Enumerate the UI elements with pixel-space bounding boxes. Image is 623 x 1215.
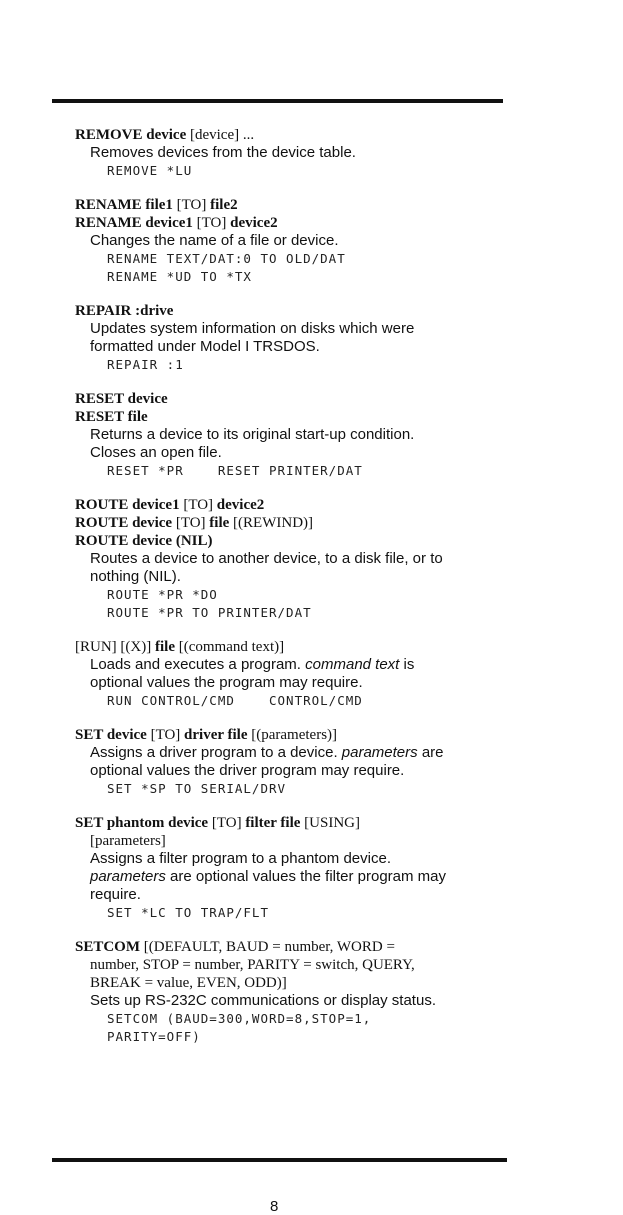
- top-rule: [52, 99, 503, 103]
- keyword: RESET file: [75, 409, 148, 425]
- keyword: ROUTE device: [75, 515, 173, 531]
- syntax-line: [75, 974, 495, 992]
- bottom-rule: [52, 1158, 507, 1162]
- syntax-line: [75, 938, 495, 956]
- command-entry: [75, 126, 495, 180]
- syntax-line: [75, 532, 495, 550]
- command-entry: [75, 638, 495, 710]
- command-reference: [75, 126, 495, 1062]
- example-line: SET *SP TO SERIAL/DRV: [107, 781, 287, 796]
- syntax-text: [USING]: [300, 815, 360, 831]
- description-line: [75, 568, 495, 586]
- description-text: optional values the program may require.: [90, 674, 363, 691]
- parameter-term: parameters: [341, 744, 418, 761]
- keyword: SETCOM: [75, 939, 141, 955]
- description-text: is: [399, 656, 415, 673]
- description-text: Updates system information on disks which were: [90, 320, 415, 337]
- keyword: REMOVE device: [75, 127, 187, 143]
- keyword: file: [209, 515, 230, 531]
- keyword: ROUTE device (NIL): [75, 533, 213, 549]
- description-text: nothing (NIL).: [90, 568, 181, 585]
- description-text: optional values the driver program may require.: [90, 762, 405, 779]
- example-line: RENAME *UD TO *TX: [107, 269, 252, 284]
- description-line: [75, 144, 495, 162]
- description-text: Removes devices from the device table.: [90, 144, 356, 161]
- keyword: REPAIR :drive: [75, 303, 174, 319]
- syntax-line: [75, 638, 495, 656]
- example-line: ROUTE *PR TO PRINTER/DAT: [107, 605, 312, 620]
- keyword: RENAME file1: [75, 197, 173, 213]
- description-line: [75, 992, 495, 1010]
- syntax-text: [TO]: [172, 515, 210, 531]
- description-line: [75, 444, 495, 462]
- syntax-text: BREAK = value, EVEN, ODD)]: [90, 975, 287, 991]
- description-text: Changes the name of a file or device.: [90, 232, 339, 249]
- syntax-line: [75, 514, 495, 532]
- syntax-text: [device] ...: [186, 127, 255, 143]
- description-line: [75, 886, 495, 904]
- description-line: [75, 744, 495, 762]
- example-line: REMOVE *LU: [107, 163, 193, 178]
- description-text: Returns a device to its original start-up condition.: [90, 426, 415, 443]
- syntax-line: [75, 496, 495, 514]
- description-line: [75, 656, 495, 674]
- example-line: RESET *PR RESET PRINTER/DAT: [107, 463, 363, 478]
- command-entry: [75, 726, 495, 798]
- description-line: [75, 868, 495, 886]
- description-text: are: [417, 744, 444, 761]
- description-line: [75, 550, 495, 568]
- example-line: ROUTE *PR *DO: [107, 587, 218, 602]
- keyword: file: [154, 639, 175, 655]
- syntax-line: [75, 814, 495, 832]
- description-line: [75, 320, 495, 338]
- keyword: RESET device: [75, 391, 168, 407]
- keyword: filter file: [245, 815, 301, 831]
- example-line: PARITY=OFF): [107, 1029, 201, 1044]
- description-line: [75, 426, 495, 444]
- description-text: Closes an open file.: [90, 444, 222, 461]
- example-line: REPAIR :1: [107, 357, 184, 372]
- syntax-line: [75, 126, 495, 144]
- syntax-text: [parameters]: [90, 833, 166, 849]
- description-text: Assigns a driver program to a device.: [90, 744, 342, 761]
- syntax-line: [75, 832, 495, 850]
- keyword: device2: [216, 497, 265, 513]
- example-line: RUN CONTROL/CMD CONTROL/CMD: [107, 693, 363, 708]
- syntax-text: [(DEFAULT, BAUD = number, WORD =: [140, 939, 395, 955]
- description-line: [75, 674, 495, 692]
- syntax-line: [75, 196, 495, 214]
- keyword: ROUTE device1: [75, 497, 180, 513]
- syntax-text: [(REWIND)]: [229, 515, 314, 531]
- syntax-text: [TO]: [179, 497, 217, 513]
- description-line: [75, 232, 495, 250]
- command-entry: [75, 814, 495, 922]
- keyword: file2: [210, 197, 238, 213]
- syntax-text: [TO]: [208, 815, 246, 831]
- keyword: driver file: [184, 727, 248, 743]
- example-line: RENAME TEXT/DAT:0 TO OLD/DAT: [107, 251, 346, 266]
- description-line: [75, 762, 495, 780]
- parameter-term: parameters: [90, 868, 166, 885]
- keyword: SET phantom device: [75, 815, 209, 831]
- page-number: 8: [270, 1198, 279, 1215]
- syntax-line: [75, 726, 495, 744]
- command-entry: [75, 496, 495, 622]
- description-text: require.: [90, 886, 141, 903]
- syntax-text: number, STOP = number, PARITY = switch, QUERY,: [90, 957, 415, 973]
- syntax-line: [75, 956, 495, 974]
- syntax-line: [75, 302, 495, 320]
- command-entry: [75, 302, 495, 374]
- syntax-line: [75, 214, 495, 232]
- description-text: formatted under Model I TRSDOS.: [90, 338, 320, 355]
- parameter-term: command text: [305, 656, 400, 673]
- command-entry: [75, 196, 495, 286]
- command-entry: [75, 938, 495, 1046]
- description-text: Sets up RS-232C communications or display status.: [90, 992, 436, 1009]
- description-line: [75, 850, 495, 868]
- description-text: Loads and executes a program.: [90, 656, 306, 673]
- syntax-line: [75, 408, 495, 426]
- syntax-text: [RUN] [(X)]: [75, 639, 155, 655]
- keyword: device2: [230, 215, 278, 231]
- command-entry: [75, 390, 495, 480]
- syntax-text: [TO]: [172, 197, 211, 213]
- description-text: Assigns a filter program to a phantom device.: [90, 850, 391, 867]
- example-line: SET *LC TO TRAP/FLT: [107, 905, 269, 920]
- syntax-text: [(command text)]: [174, 639, 285, 655]
- syntax-text: [TO]: [146, 727, 185, 743]
- syntax-line: [75, 390, 495, 408]
- description-text: Routes a device to another device, to a disk file, or to: [90, 550, 443, 567]
- keyword: RENAME device1: [75, 215, 193, 231]
- syntax-text: [(parameters)]: [247, 727, 338, 743]
- description-text: are optional values the filter program may: [165, 868, 447, 885]
- keyword: SET device: [75, 727, 147, 743]
- example-line: SETCOM (BAUD=300,WORD=8,STOP=1,: [107, 1011, 372, 1026]
- syntax-text: [TO]: [192, 215, 231, 231]
- description-line: [75, 338, 495, 356]
